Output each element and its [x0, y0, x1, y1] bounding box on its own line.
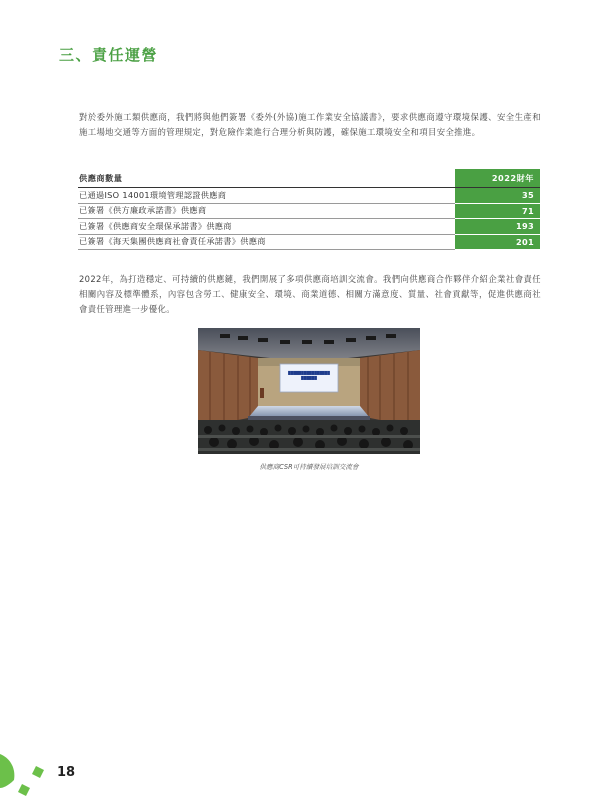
page-number: 18: [57, 765, 76, 780]
row-value: 71: [455, 203, 540, 219]
table-row: [78, 234, 540, 250]
row-value: 35: [455, 188, 540, 204]
photo-caption: 供應商CSR可持續發展培訓交流會: [259, 463, 359, 471]
training-event-photo: [198, 328, 420, 454]
training-paragraph: 2022年，為打造穩定、可持續的供應鏈，我們開展了多項供應商培訓交流會。我們向供應商合作夥伴介紹企業社會責任相關內容及標準體系，內容包含勞工、健康安全、環境、商業道德、相關方滿意度、質量、社會貢獻等，促進供應商社會責任管理進一步優化。: [79, 274, 541, 314]
table-row: [78, 203, 540, 219]
screen-text-line1: ████████████████: [288, 371, 330, 375]
row-label: 已通過ISO 14001環境管理認證供應商: [78, 188, 455, 204]
supplier-count-table: [78, 169, 540, 250]
table-header-row: [78, 169, 540, 188]
table-row: [78, 188, 540, 204]
row-value: 193: [455, 219, 540, 235]
row-label: 已簽署《供方廉政承諾書》供應商: [78, 203, 455, 219]
section-title: 三、責任運營: [59, 46, 159, 64]
row-value: 201: [455, 234, 540, 250]
table-row: [78, 219, 540, 235]
row-label: 已簽署《海天集團供應商社會責任承諾書》供應商: [78, 234, 455, 250]
screen-text-line2: ██████: [301, 376, 317, 380]
table-header-year: 2022財年: [455, 169, 540, 188]
table-header-label: 供應商數量: [78, 169, 455, 188]
green-decoration-shapes: [0, 752, 50, 810]
row-label: 已簽署《供應商安全環保承諾書》供應商: [78, 219, 455, 235]
intro-paragraph: 對於委外施工類供應商，我們將與他們簽署《委外(外協)施工作業安全協議書》，要求供應商遵守環境保護、安全生產和施工場地交通等方面的管理規定，對危險作業進行合理分析與防護，確保施工環境安全和項目安全推進。: [79, 112, 541, 137]
